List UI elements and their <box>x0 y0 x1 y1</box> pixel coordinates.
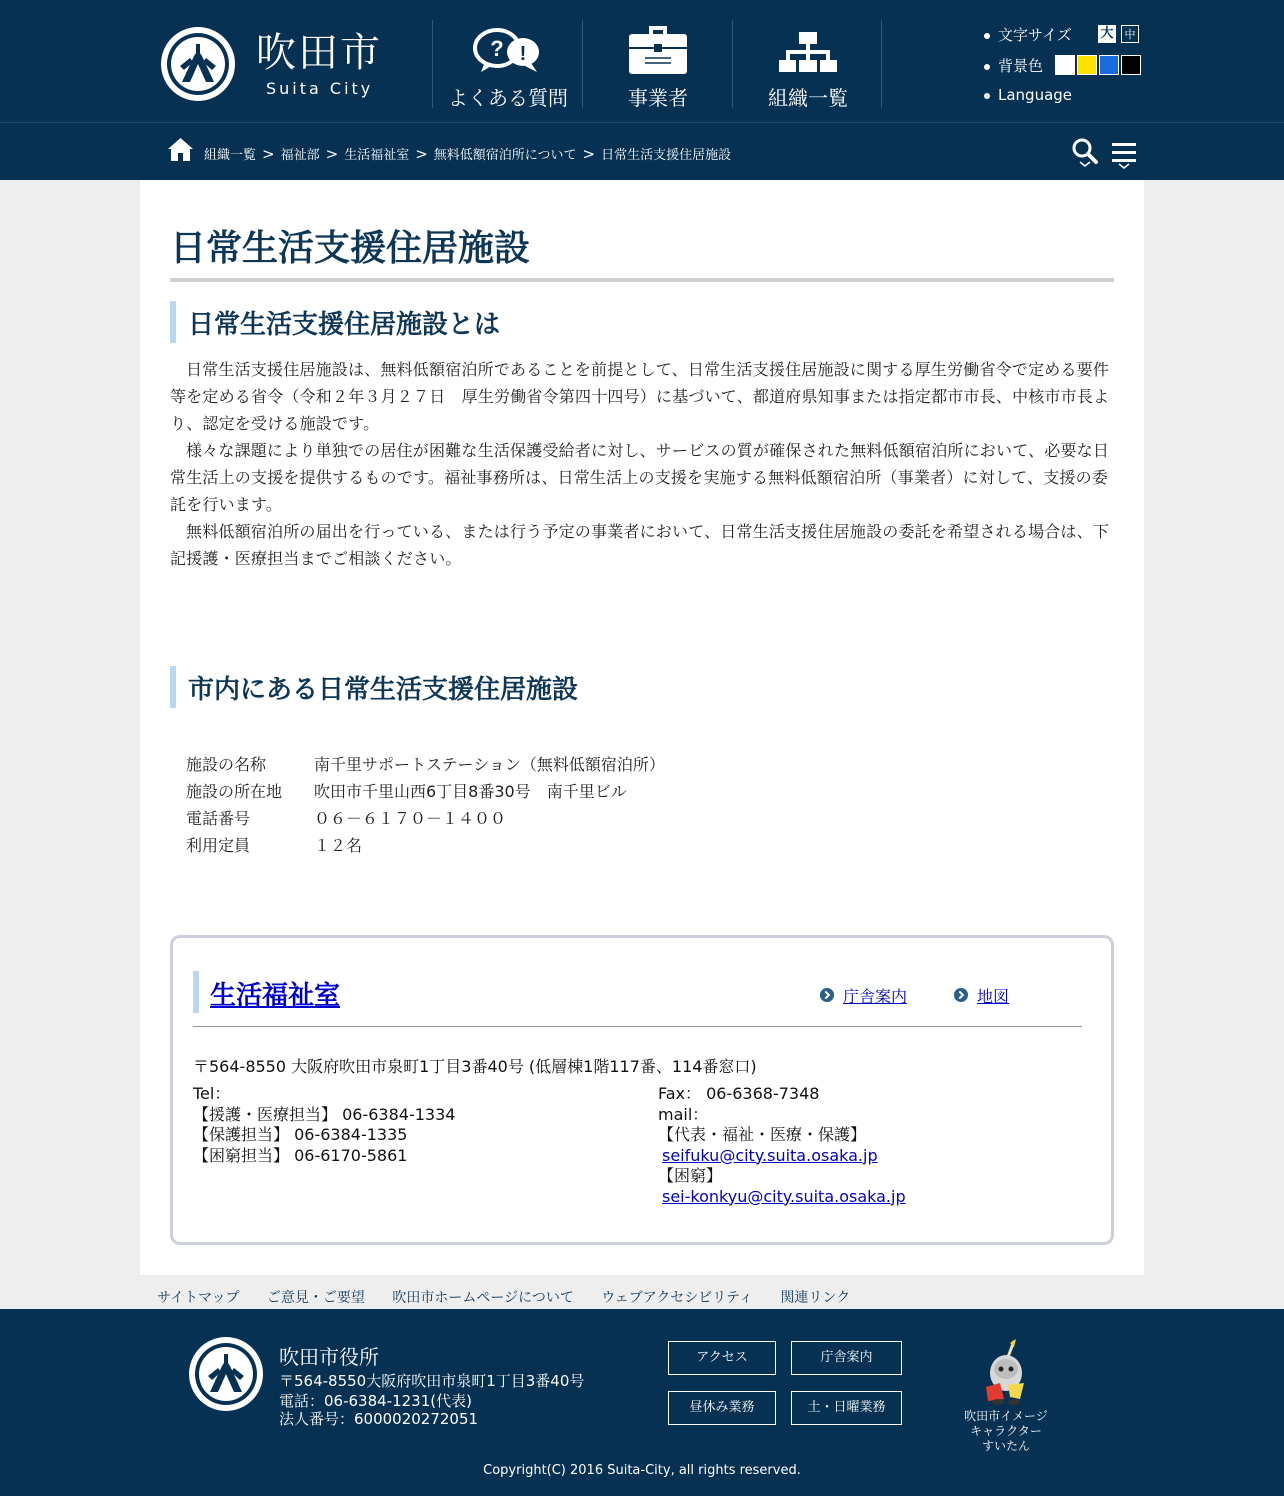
facility-label: 施設の名称 <box>186 755 267 774</box>
nav-faq[interactable] <box>433 20 583 108</box>
site-header <box>0 0 1284 122</box>
bg-color-yellow-button[interactable] <box>1077 55 1097 75</box>
arrow-circle-icon <box>820 988 834 1002</box>
bg-color-blue-button[interactable] <box>1099 55 1119 75</box>
city-emblem-logo[interactable] <box>160 26 236 102</box>
nav-org-list[interactable] <box>733 20 883 108</box>
language-label[interactable]: Language <box>998 86 1073 104</box>
nav-faq-label: よくある質問 <box>448 86 568 110</box>
paragraph: 日常生活支援住居施設は、無料低額宿泊所であることを前提として、日常生活支援住居施設に関する厚生労働省令で定める要件等を定める省令（令和２年３月２７日 厚生労働省令第四十四号）に基づいて、都道府県知事または指定都市市長、中核市市長より、認定を受ける施設です。 <box>170 360 1110 433</box>
search-icon[interactable] <box>1071 137 1099 167</box>
font-size-label: 文字サイズ <box>998 26 1072 44</box>
paragraph: 無料低額宿泊所の届出を行っている、または行う予定の事業者において、日常生活支援住居施設の委託を希望される場合は、下記援護・医療担当までご相談ください。 <box>170 522 1110 568</box>
facility-row <box>186 752 665 775</box>
breadcrumb-bar <box>0 123 1284 180</box>
footer-link[interactable]: 吹田市ホームページについて <box>392 1290 574 1306</box>
building-guide-link-label[interactable]: 庁舎案内 <box>843 987 908 1006</box>
bullet-icon <box>984 64 990 70</box>
fax-number: Fax： 06-6368-7348 <box>658 1084 820 1103</box>
footer-link[interactable]: ご意見・ご要望 <box>266 1290 365 1306</box>
breadcrumb-item[interactable]: 福祉部 <box>280 148 320 163</box>
mail-label: mail： <box>658 1104 709 1124</box>
page-title: 日常生活支援住居施設 <box>170 228 531 269</box>
mascot-caption-line: キャラクター <box>970 1424 1042 1438</box>
heading-accent-bar <box>170 666 176 708</box>
bg-color-white-button[interactable] <box>1055 55 1075 75</box>
mascot-caption <box>956 1409 1056 1454</box>
font-size-medium-button[interactable]: 中 <box>1121 25 1139 43</box>
contact-divider <box>193 1026 1082 1027</box>
site-footer <box>0 1309 1284 1496</box>
weekend-service-button[interactable]: 土・日曜業務 <box>791 1391 902 1425</box>
tel-block <box>193 1084 455 1166</box>
building-guide-link[interactable] <box>843 984 907 1007</box>
mascot-caption-line: 吹田市イメージ <box>964 1409 1048 1423</box>
svg-text:?: ? <box>490 36 504 61</box>
breadcrumb-item[interactable]: 無料低額宿泊所について <box>433 148 577 163</box>
tel-line: 【援護・医療担当】 06-6384-1334 <box>193 1104 456 1124</box>
footer-link[interactable]: ウェブアクセシビリティ <box>601 1290 753 1306</box>
home-icon[interactable] <box>167 137 194 162</box>
heading-accent-bar <box>170 301 176 343</box>
contact-box <box>170 935 1114 1245</box>
breadcrumb-separator: > <box>262 145 275 163</box>
font-size-option <box>984 24 1072 45</box>
nav-divider <box>881 20 882 108</box>
facility-value: １２名 <box>314 836 363 855</box>
footer-link[interactable]: サイトマップ <box>157 1290 240 1306</box>
facility-row <box>186 806 506 829</box>
facility-row <box>186 833 362 856</box>
building-guide-button[interactable]: 庁舎案内 <box>791 1341 902 1375</box>
bullet-icon <box>984 93 990 99</box>
bg-color-option <box>984 55 1043 76</box>
bullet-icon <box>984 33 990 39</box>
breadcrumb <box>204 144 731 163</box>
email-link[interactable]: sei-konkyu@city.suita.osaka.jp <box>662 1186 906 1206</box>
footer-phone: 電話：06-6384-1231(代表) <box>279 1392 472 1410</box>
facility-value: 南千里サポートステーション（無料低額宿泊所） <box>314 755 665 774</box>
map-link-label[interactable]: 地図 <box>977 987 1010 1006</box>
site-name-en: Suita City <box>266 79 374 98</box>
menu-icon[interactable] <box>1111 141 1137 169</box>
footer-link[interactable]: 関連リンク <box>780 1290 851 1306</box>
font-size-large-button[interactable]: 大 <box>1098 25 1116 43</box>
nav-org-list-label: 組織一覧 <box>768 86 848 110</box>
mail-group-label: 【困窮】 <box>658 1166 723 1185</box>
breadcrumb-separator: > <box>325 145 339 163</box>
breadcrumb-item[interactable]: 組織一覧 <box>204 148 257 163</box>
language-option[interactable] <box>984 86 1072 104</box>
map-link[interactable] <box>977 984 1009 1007</box>
footer-links <box>157 1287 873 1307</box>
contact-address: 〒564-8550 大阪府吹田市泉町1丁目3番40号 (低層棟1階117番、114番窓口) <box>193 1057 757 1076</box>
breadcrumb-current: 日常生活支援住居施設 <box>601 148 732 163</box>
nav-business[interactable] <box>583 20 733 108</box>
fax-mail-block <box>658 1084 906 1207</box>
faq-icon <box>473 28 543 78</box>
tel-line: 【困窮担当】 06-6170-5861 <box>193 1145 408 1165</box>
breadcrumb-separator: > <box>415 145 428 163</box>
facility-value: ０６－６１７０－１４００ <box>314 809 507 828</box>
mascot-suitan-image[interactable] <box>980 1339 1032 1407</box>
section-heading-facilities: 市内にある日常生活支援住居施設 <box>188 675 579 705</box>
lunch-service-button[interactable]: 昼休み業務 <box>668 1391 776 1425</box>
footer-org-name: 吹田市役所 <box>279 1345 379 1369</box>
paragraph: 様々な課題により単独での居住が困難な生活保護受給者に対し、サービスの質が確保された無料低額宿泊所において、必要な日常生活上の支援を提供するものです。福祉事務所は、日常生活上の支援を実施する無料低額宿泊所（事業者）に対して、支援の委託を行います。 <box>170 441 1110 514</box>
title-divider <box>170 278 1114 282</box>
mascot-caption-line: すいたん <box>981 1439 1030 1453</box>
arrow-circle-icon <box>954 988 968 1002</box>
access-button[interactable]: アクセス <box>668 1341 776 1375</box>
city-emblem-logo <box>188 1336 264 1412</box>
bg-color-label: 背景色 <box>998 57 1044 75</box>
tel-line: 【保護担当】 06-6384-1335 <box>193 1125 408 1144</box>
facility-row <box>186 779 627 802</box>
copyright: Copyright(C) 2016 Suita-City, all rights reserved. <box>483 1463 801 1478</box>
svg-text:!: ! <box>519 43 527 65</box>
facility-label: 施設の所在地 <box>186 782 283 801</box>
org-chart-icon <box>778 30 838 74</box>
site-name[interactable]: 吹田市 <box>256 30 382 76</box>
intro-text <box>170 356 1114 572</box>
footer-address: 〒564-8550大阪府吹田市泉町1丁目3番40号 <box>279 1372 585 1390</box>
section-heading-about: 日常生活支援住居施設とは <box>188 310 501 340</box>
mail-group-label: 【代表・福祉・医療・保護】 <box>658 1125 867 1144</box>
nav-business-label: 事業者 <box>628 86 688 110</box>
email-link[interactable]: seifuku@city.suita.osaka.jp <box>662 1145 878 1165</box>
main-content <box>140 180 1144 1275</box>
breadcrumb-item[interactable]: 生活福祉室 <box>344 148 410 163</box>
breadcrumb-separator: > <box>582 145 596 163</box>
facility-label: 電話番号 <box>186 809 251 828</box>
heading-accent-bar <box>193 971 199 1013</box>
facility-value: 吹田市千里山西6丁目8番30号 南千里ビル <box>314 782 627 801</box>
bg-color-black-button[interactable] <box>1121 55 1141 75</box>
department-link[interactable]: 生活福祉室 <box>210 981 341 1011</box>
footer-corp-number: 法人番号：6000020272051 <box>279 1410 479 1428</box>
tel-label: Tel： <box>193 1084 231 1103</box>
facility-label: 利用定員 <box>186 836 251 855</box>
briefcase-icon <box>627 22 689 76</box>
